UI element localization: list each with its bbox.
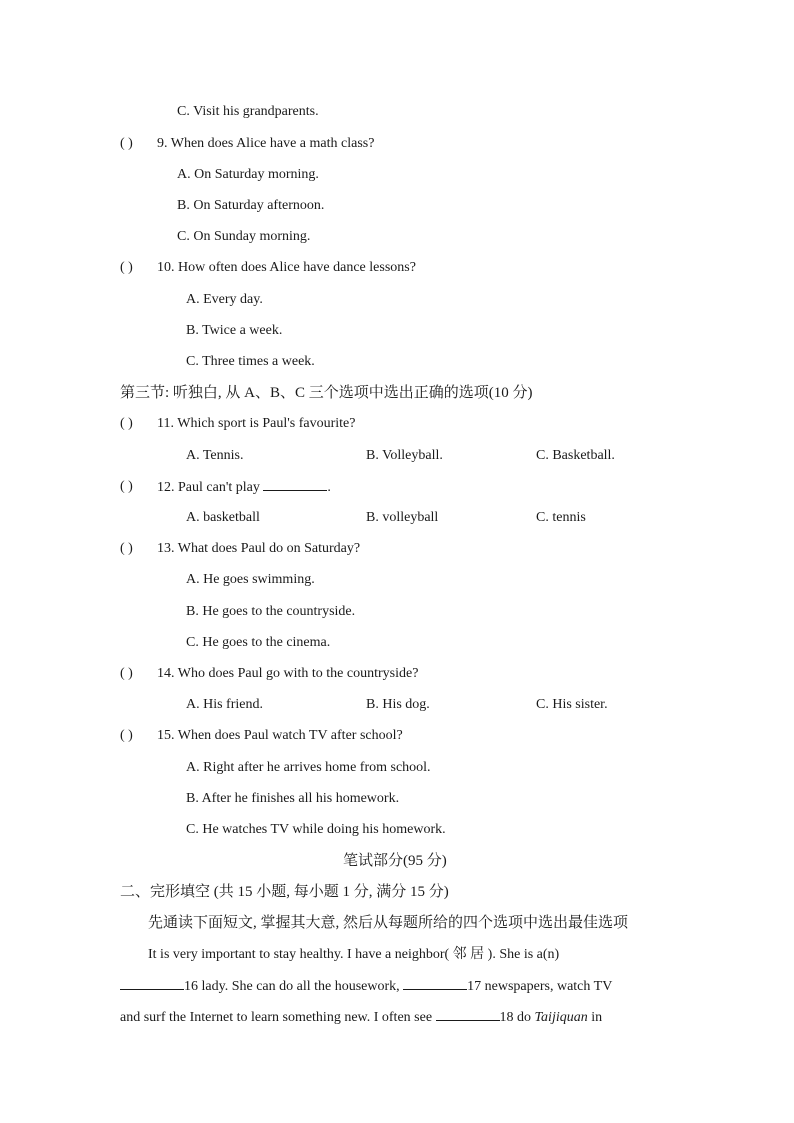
passage-text: 17 newspapers, watch TV <box>467 979 613 994</box>
question-stem: 9. When does Alice have a math class? <box>157 136 375 151</box>
blank-17[interactable] <box>403 977 467 990</box>
question-stem: 10. How often does Alice have dance lessons? <box>157 260 416 275</box>
answer-paren[interactable]: ( ) <box>120 541 133 556</box>
fill-blank[interactable] <box>263 478 327 491</box>
passage-text: 16 lady. She can do all the housework, <box>184 979 404 994</box>
part-2-instruction: 先通读下面短文, 掌握其大意, 然后从每题所给的四个选项中选出最佳选项 <box>148 915 629 931</box>
option-c: C. He goes to the cinema. <box>186 635 331 650</box>
passage-line-2 <box>120 977 612 996</box>
passage-text: in <box>587 1010 603 1025</box>
answer-paren[interactable]: ( ) <box>120 260 133 275</box>
option-b: B. volleyball <box>366 510 439 525</box>
passage-line-1: It is very important to stay healthy. I have a neighbor( 邻 居 ). She is a(n) <box>148 947 560 962</box>
option-a: A. Every day. <box>186 292 263 307</box>
option-a: A. Right after he arrives home from school. <box>186 760 431 775</box>
q8-option-c: C. Visit his grandparents. <box>177 104 319 119</box>
passage-term: Taijiquan <box>534 1010 588 1025</box>
option-a: A. He goes swimming. <box>186 572 315 587</box>
option-a: A. Tennis. <box>186 448 244 463</box>
option-c: C. His sister. <box>536 697 608 712</box>
option-c: C. Basketball. <box>536 448 615 463</box>
question-stem <box>157 478 331 497</box>
stem-text: 12. Paul can't play <box>157 480 264 495</box>
answer-paren[interactable]: ( ) <box>120 479 133 494</box>
answer-paren[interactable]: ( ) <box>120 416 133 431</box>
option-c: C. He watches TV while doing his homework. <box>186 822 446 837</box>
option-a: A. His friend. <box>186 697 263 712</box>
option-a: A. basketball <box>186 510 260 525</box>
answer-paren[interactable]: ( ) <box>120 666 133 681</box>
part-2-heading: 二、完形填空 (共 15 小题, 每小题 1 分, 满分 15 分) <box>120 884 449 900</box>
option-b: B. Volleyball. <box>366 448 443 463</box>
section-3-heading: 第三节: 听独白, 从 A、B、C 三个选项中选出正确的选项(10 分) <box>120 385 533 401</box>
question-stem: 11. Which sport is Paul's favourite? <box>157 416 356 431</box>
question-stem: 14. Who does Paul go with to the countryside? <box>157 666 419 681</box>
option-c: C. tennis <box>536 510 586 525</box>
answer-paren[interactable]: ( ) <box>120 136 133 151</box>
blank-18[interactable] <box>436 1008 500 1021</box>
option-b: B. He goes to the countryside. <box>186 604 356 619</box>
passage-text: and surf the Internet to learn something new. I often see <box>120 1010 436 1025</box>
option-a: A. On Saturday morning. <box>177 167 319 182</box>
option-c: C. On Sunday morning. <box>177 229 311 244</box>
passage-line-3 <box>120 1008 602 1027</box>
blank-16[interactable] <box>120 977 184 990</box>
answer-paren[interactable]: ( ) <box>120 728 133 743</box>
question-stem: 15. When does Paul watch TV after school? <box>157 728 403 743</box>
option-b: B. After he finishes all his homework. <box>186 791 400 806</box>
option-b: B. His dog. <box>366 697 430 712</box>
option-b: B. Twice a week. <box>186 323 283 338</box>
stem-end: . <box>327 480 331 495</box>
passage-text: 18 do <box>499 1010 535 1025</box>
written-section-title: 笔试部分(95 分) <box>343 853 447 869</box>
question-stem: 13. What does Paul do on Saturday? <box>157 541 361 556</box>
option-b: B. On Saturday afternoon. <box>177 198 325 213</box>
option-c: C. Three times a week. <box>186 354 315 369</box>
